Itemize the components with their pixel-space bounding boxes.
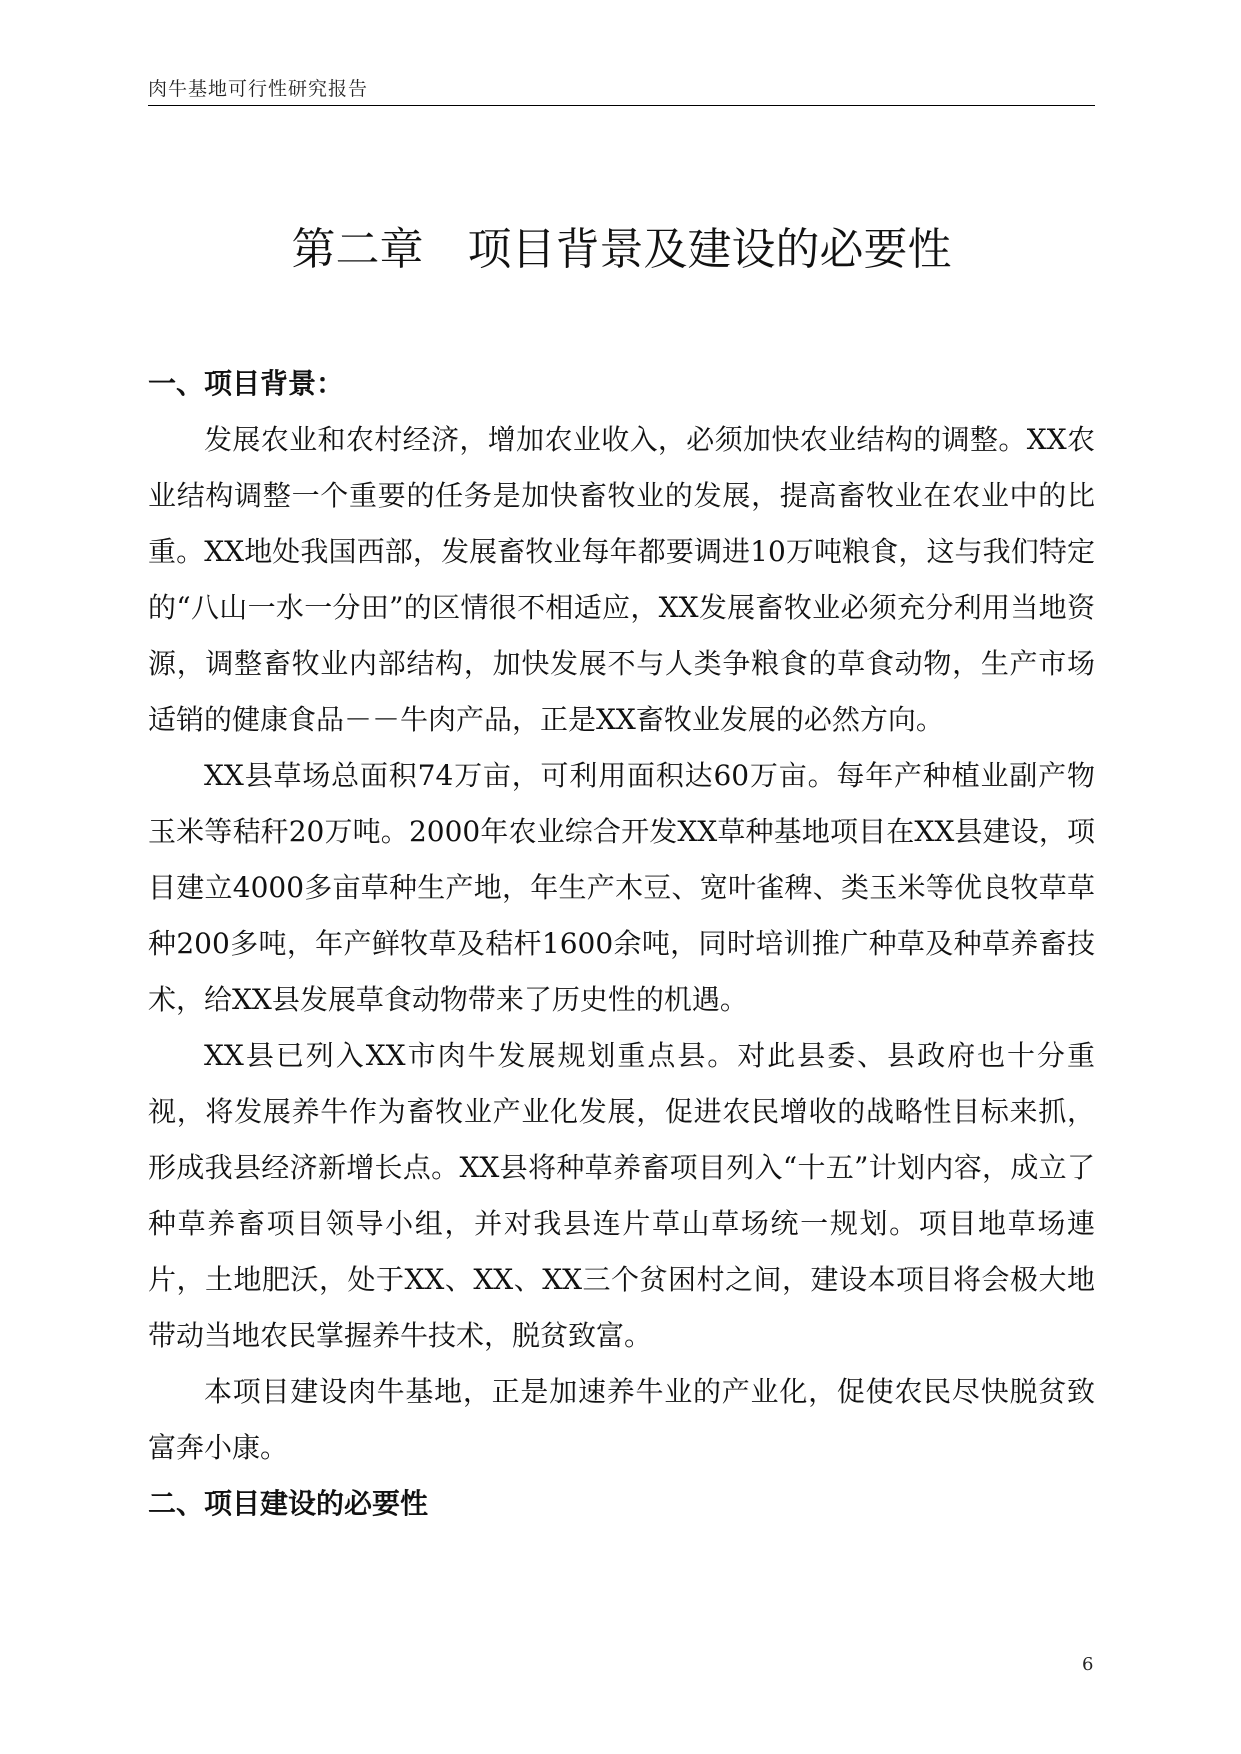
- paragraph-agriculture-restructuring: 发展农业和农村经济，增加农业收入，必须加快农业结构的调整。XX农业结构调整一个重要的任务是加快畜牧业的发展，提高畜牧业在农业中的比重。XX地处我国西部，发展畜牧业每年都要调进10万吨粮食，这与我们特定的“八山一水一分田”的区情很不相适应，XX发展畜牧业必须充分利用当地资源，调整畜牧业内部结构，加快发展不与人类争粮食的草食动物，生产市场适销的健康食品－－牛肉产品，正是XX畜牧业发展的必然方向。: [148, 423, 1095, 736]
- header-rule: [148, 105, 1095, 106]
- paragraph-project-purpose: 本项目建设肉牛基地，正是加速养牛业的产业化，促使农民尽快脱贫致富奔小康。: [148, 1375, 1095, 1464]
- paragraph-grassland-resources: XX县草场总面积74万亩，可利用面积达60万亩。每年产种植业副产物玉米等秸秆20万吨。2000年农业综合开发XX草种基地项目在XX县建设，项目建立4000多亩草种生产地，年生产木豆、宽叶雀稗、类玉米等优良牧草草种200多吨，年产鲜牧草及秸杆1600余吨，同时培训推广种草及种草养畜技术，给XX县发展草食动物带来了历史性的机遇。: [148, 759, 1095, 1016]
- section-heading-necessity: 二、项目建设的必要性: [148, 1487, 429, 1520]
- chapter-title: 第二章 项目背景及建设的必要性: [291, 224, 952, 275]
- document-body: [148, 356, 1095, 1532]
- page-number: 6: [1082, 1654, 1094, 1675]
- section-heading-background: 一、项目背景：: [148, 367, 345, 400]
- paragraph-county-planning: XX县已列入XX市肉牛发展规划重点县。对此县委、县政府也十分重视，将发展养牛作为畜牧业产业化发展，促进农民增收的战略性目标来抓，形成我县经济新增长点。XX县将种草养畜项目列入“十五”计划内容，成立了种草养畜项目领导小组，并对我县连片草山草场统一规划。项目地草场連片，土地肥沃，处于XX、XX、XX三个贫困村之间，建设本项目将会极大地带动当地农民掌握养牛技术，脱贫致富。: [148, 1039, 1095, 1352]
- running-header: 肉牛基地可行性研究报告: [148, 78, 369, 100]
